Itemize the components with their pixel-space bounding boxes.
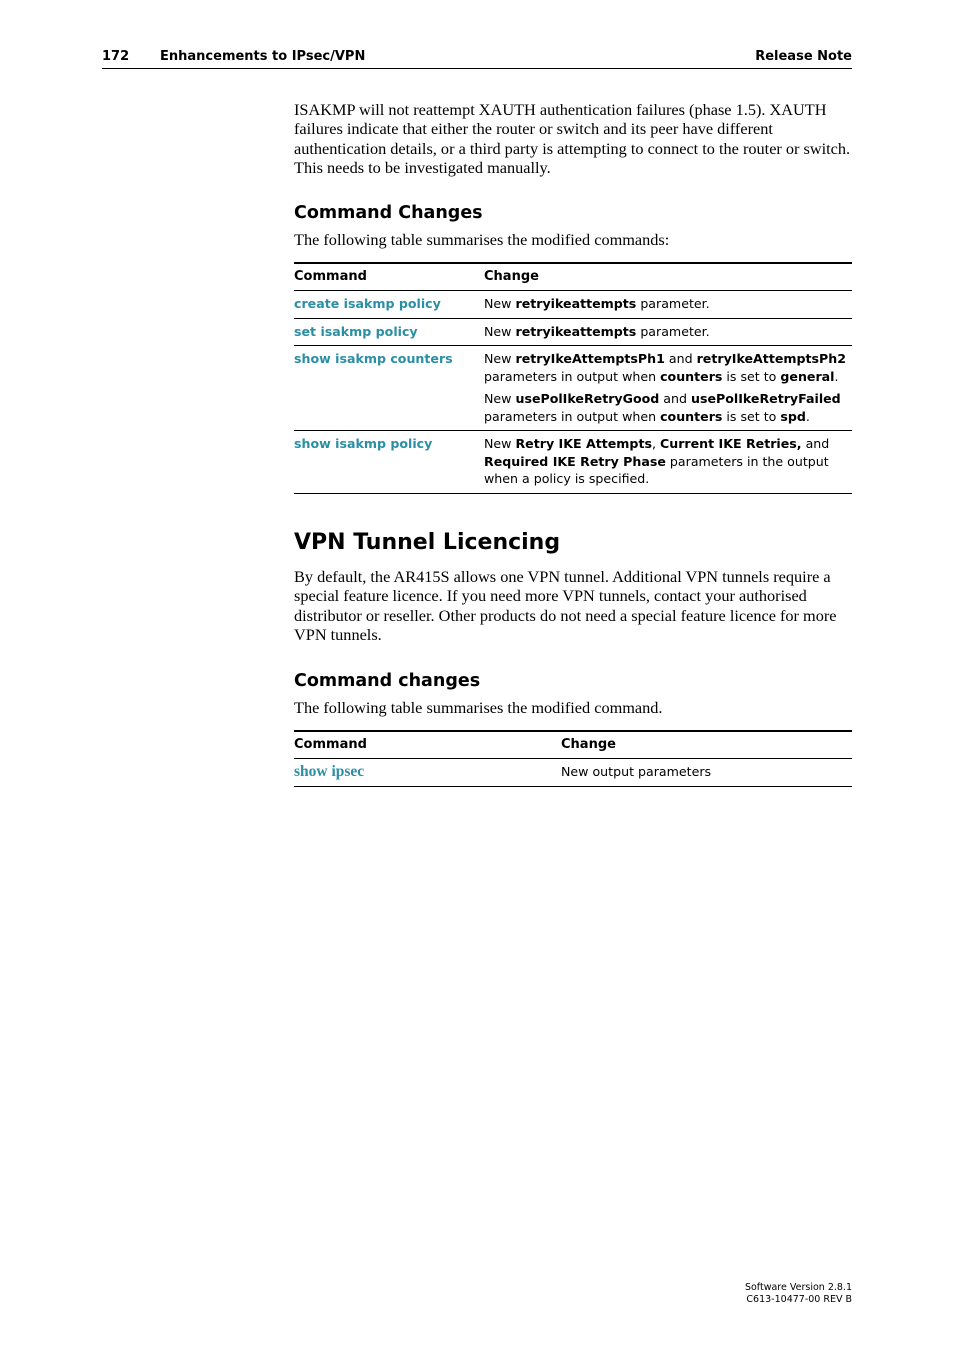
software-version: Software Version 2.8.1 xyxy=(744,1282,852,1293)
main-content xyxy=(294,100,852,787)
table-row xyxy=(294,318,852,346)
change-cell: New retryikeattempts parameter. xyxy=(484,318,852,346)
modified-command-table xyxy=(294,730,852,787)
table-header-row xyxy=(294,731,852,759)
table-row xyxy=(294,431,852,494)
modified-commands-table xyxy=(294,262,852,494)
change-note-general: New retryIkeAttemptsPh1 and retryIkeAttemptsPh2 parameters in output when counters is set to general. xyxy=(484,351,846,384)
command-link-set-isakmp-policy[interactable]: set isakmp policy xyxy=(294,323,418,339)
table-row xyxy=(294,346,852,431)
change-note-spd: New usePolIkeRetryGood and usePolIkeRetryFailed parameters in output when counters is set to spd. xyxy=(484,391,841,424)
command-changes-intro-2: The following table summarises the modified command. xyxy=(294,698,663,718)
command-link-create-isakmp-policy[interactable]: create isakmp policy xyxy=(294,296,441,312)
change-cell: New Retry IKE Attempts, Current IKE Retries, and Required IKE Retry Phase parameters in the output when a policy is specified. xyxy=(484,431,852,494)
change-cell: New output parameters xyxy=(561,759,852,787)
command-changes-heading: Command Changes xyxy=(294,203,483,224)
table-row xyxy=(294,291,852,319)
header-section-title: Enhancements to IPsec/VPN xyxy=(160,49,366,64)
table-row xyxy=(294,759,852,787)
command-changes-intro: The following table summarises the modified commands: xyxy=(294,230,670,250)
change-cell: New retryikeattempts parameter. xyxy=(484,291,852,319)
page-footer xyxy=(745,1282,852,1306)
column-header-command: Command xyxy=(294,731,561,759)
document-revision: C613-10477-00 REV B xyxy=(746,1294,852,1305)
page-header xyxy=(102,48,852,69)
command-link-show-ipsec[interactable]: show ipsec xyxy=(294,763,365,781)
header-doc-type: Release Note xyxy=(755,49,852,64)
column-header-command: Command xyxy=(294,263,484,291)
command-changes-subheading: Command changes xyxy=(294,671,481,692)
column-header-change: Change xyxy=(484,263,852,291)
page-number: 172 xyxy=(102,49,130,64)
change-cell xyxy=(484,346,852,431)
command-link-show-isakmp-counters[interactable]: show isakmp counters xyxy=(294,351,453,367)
vpn-licencing-paragraph: By default, the AR415S allows one VPN tunnel. Additional VPN tunnels require a special feature licence. If you need more VPN tunnels, contact your authorised distributor or reseller. Other products do not need a special feature licence for more VPN tunnels. xyxy=(294,566,837,644)
column-header-change: Change xyxy=(561,731,852,759)
command-link-show-isakmp-policy[interactable]: show isakmp policy xyxy=(294,436,433,452)
table-header-row xyxy=(294,263,852,291)
intro-paragraph: ISAKMP will not reattempt XAUTH authentication failures (phase 1.5). XAUTH failures indicate that either the router or switch and its peer have different authentication details, or a third party is attempting to connect to the router or switch. This needs to be investigated manually. xyxy=(294,100,851,177)
vpn-tunnel-licencing-heading: VPN Tunnel Licencing xyxy=(294,529,561,555)
